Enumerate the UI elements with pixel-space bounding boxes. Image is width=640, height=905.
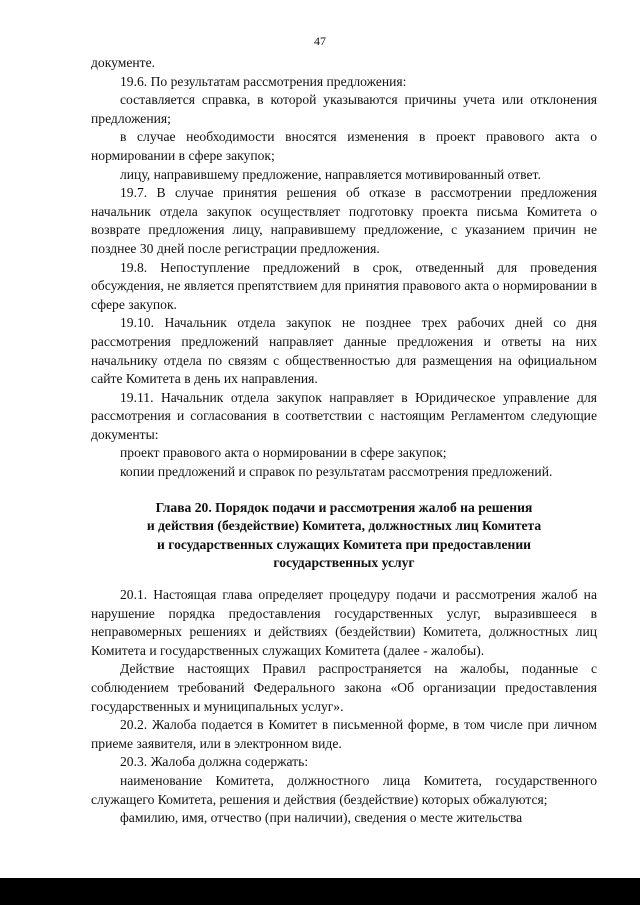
paragraph: копии предложений и справок по результатам рассмотрения предложений. [120, 464, 553, 480]
paragraph: фамилию, имя, отчество (при наличии), сведения о месте жительства [120, 810, 523, 826]
paragraph: 19.7. В случае принятия решения об отказе в рассмотрении предложения начальник отдела закупок осуществляет подготовку проекта письма Комитета о возврате предложения лицу, направившему предложение, с указанием причин не позднее 30 дней после регистрации предложения. [91, 185, 597, 256]
paragraph: проект правового акта о нормировании в сфере закупок; [120, 445, 447, 461]
paragraph: документе. [91, 55, 156, 70]
paragraph: Действие настоящих Правил распространяется на жалобы, поданные с соблюдением требований Федерального закона «Об организации предоставления государственных и муниципальных услуг». [91, 661, 597, 714]
paragraph: 19.10. Начальник отдела закупок не позднее трех рабочих дней со дня рассмотрения предложений направляет данные предложения и ответы на них начальнику отдела по связям с общественностью для размещения на официальном сайте Комитета в день их направления. [91, 315, 597, 387]
paragraph: 20.3. Жалоба должна содержать: [120, 754, 309, 770]
paragraph: наименование Комитета, должностного лица Комитета, государственного служащего Комитета, решения и действия (бездействие) которых обжалуются; [91, 772, 597, 807]
paragraph: 19.6. По результатам рассмотрения предложения: [120, 73, 407, 89]
chapter-heading-line: и государственных служащих Комитета при предоставлении [157, 536, 531, 552]
paragraph: составляется справка, в которой указываются причины учета или отклонения предложения; [91, 92, 597, 126]
chapter-heading-line: государственных услуг [273, 555, 415, 571]
paragraph: в случае необходимости вносятся изменения в проект правового акта о нормировании в сфере закупок; [91, 129, 597, 163]
paragraph: 20.2. Жалоба подается в Комитет в письменной форме, в том числе при личном приеме заявителя, или в электронном виде. [91, 717, 597, 751]
document-body [91, 54, 597, 828]
scan-bottom-border [0, 878, 640, 905]
chapter-heading-line: Глава 20. Порядок подачи и рассмотрения жалоб на решения [155, 499, 533, 515]
chapter-heading [103, 499, 585, 573]
paragraph: 20.1. Настоящая глава определяет процедуру подачи и рассмотрения жалоб на нарушение порядка предоставления государственных услуг, выразившееся в неправомерных решениях и действиях (бездействии) Комитета, должностных лиц Комитета и государственных служащих Комитета (далее - жалобы). [91, 587, 597, 658]
page-number: 47 [314, 34, 326, 48]
paragraph: лицу, направившему предложение, направляется мотивированный ответ. [120, 166, 541, 182]
paragraph: 19.11. Начальник отдела закупок направляет в Юридическое управление для рассмотрения и согласования в соответствии с настоящим Регламентом следующие документы: [91, 389, 597, 442]
chapter-heading-line: и действия (бездействие) Комитета, должностных лиц Комитета [146, 518, 542, 534]
paragraph: 19.8. Непоступление предложений в срок, отведенный для проведения обсуждения, не является препятствием для принятия правового акта о нормировании в сфере закупок. [91, 259, 597, 312]
